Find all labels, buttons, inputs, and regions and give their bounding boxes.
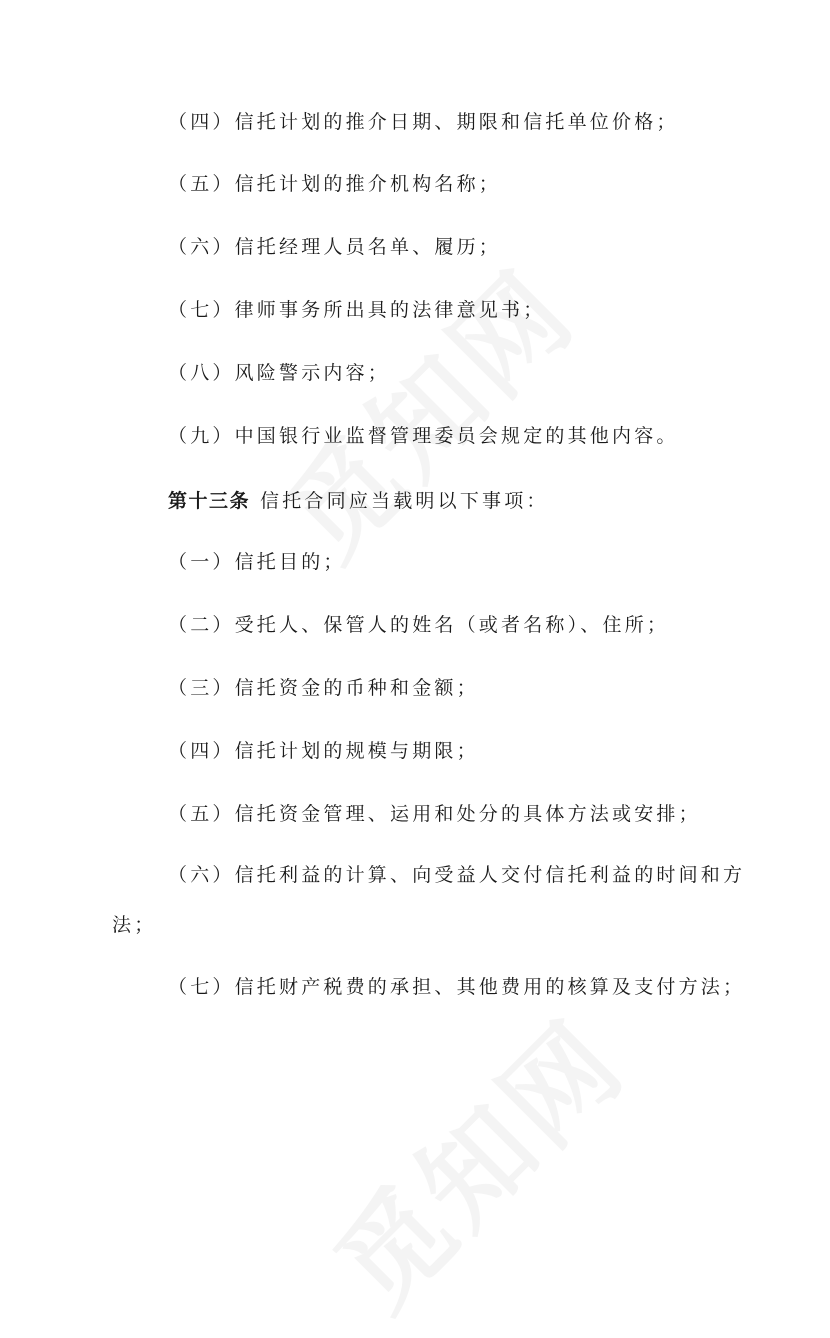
article-text: 信托合同应当载明以下事项： [260,490,549,512]
list-item-continuation: 法； [112,914,157,936]
list-item: （八）风险警示内容； [168,362,391,384]
watermark [245,230,603,588]
list-item: （六）信托经理人员名单、履历； [168,236,502,258]
list-item: （四）信托计划的推介日期、期限和信托单位价格； [168,111,679,133]
article-paragraph [168,489,549,513]
list-item: （九）中国银行业监督管理委员会规定的其他内容。 [168,425,679,447]
list-item: （三）信托资金的币种和金额； [168,677,479,699]
list-item: （六）信托利益的计算、向受益人交付信托利益的时间和方 [168,864,746,886]
list-item: （一）信托目的； [168,551,346,573]
list-item: （七）律师事务所出具的法律意见书； [168,299,546,321]
list-item: （五）信托计划的推介机构名称； [168,173,502,195]
list-item: （四）信托计划的规模与期限； [168,740,479,762]
list-item: （七）信托财产税费的承担、其他费用的核算及支付方法； [168,976,746,998]
list-item: （五）信托资金管理、运用和处分的具体方法或安排； [168,803,701,825]
article-number: 第十三条 [168,490,251,512]
watermark [295,980,653,1338]
list-item: （二）受托人、保管人的姓名（或者名称）、住所； [168,614,670,636]
